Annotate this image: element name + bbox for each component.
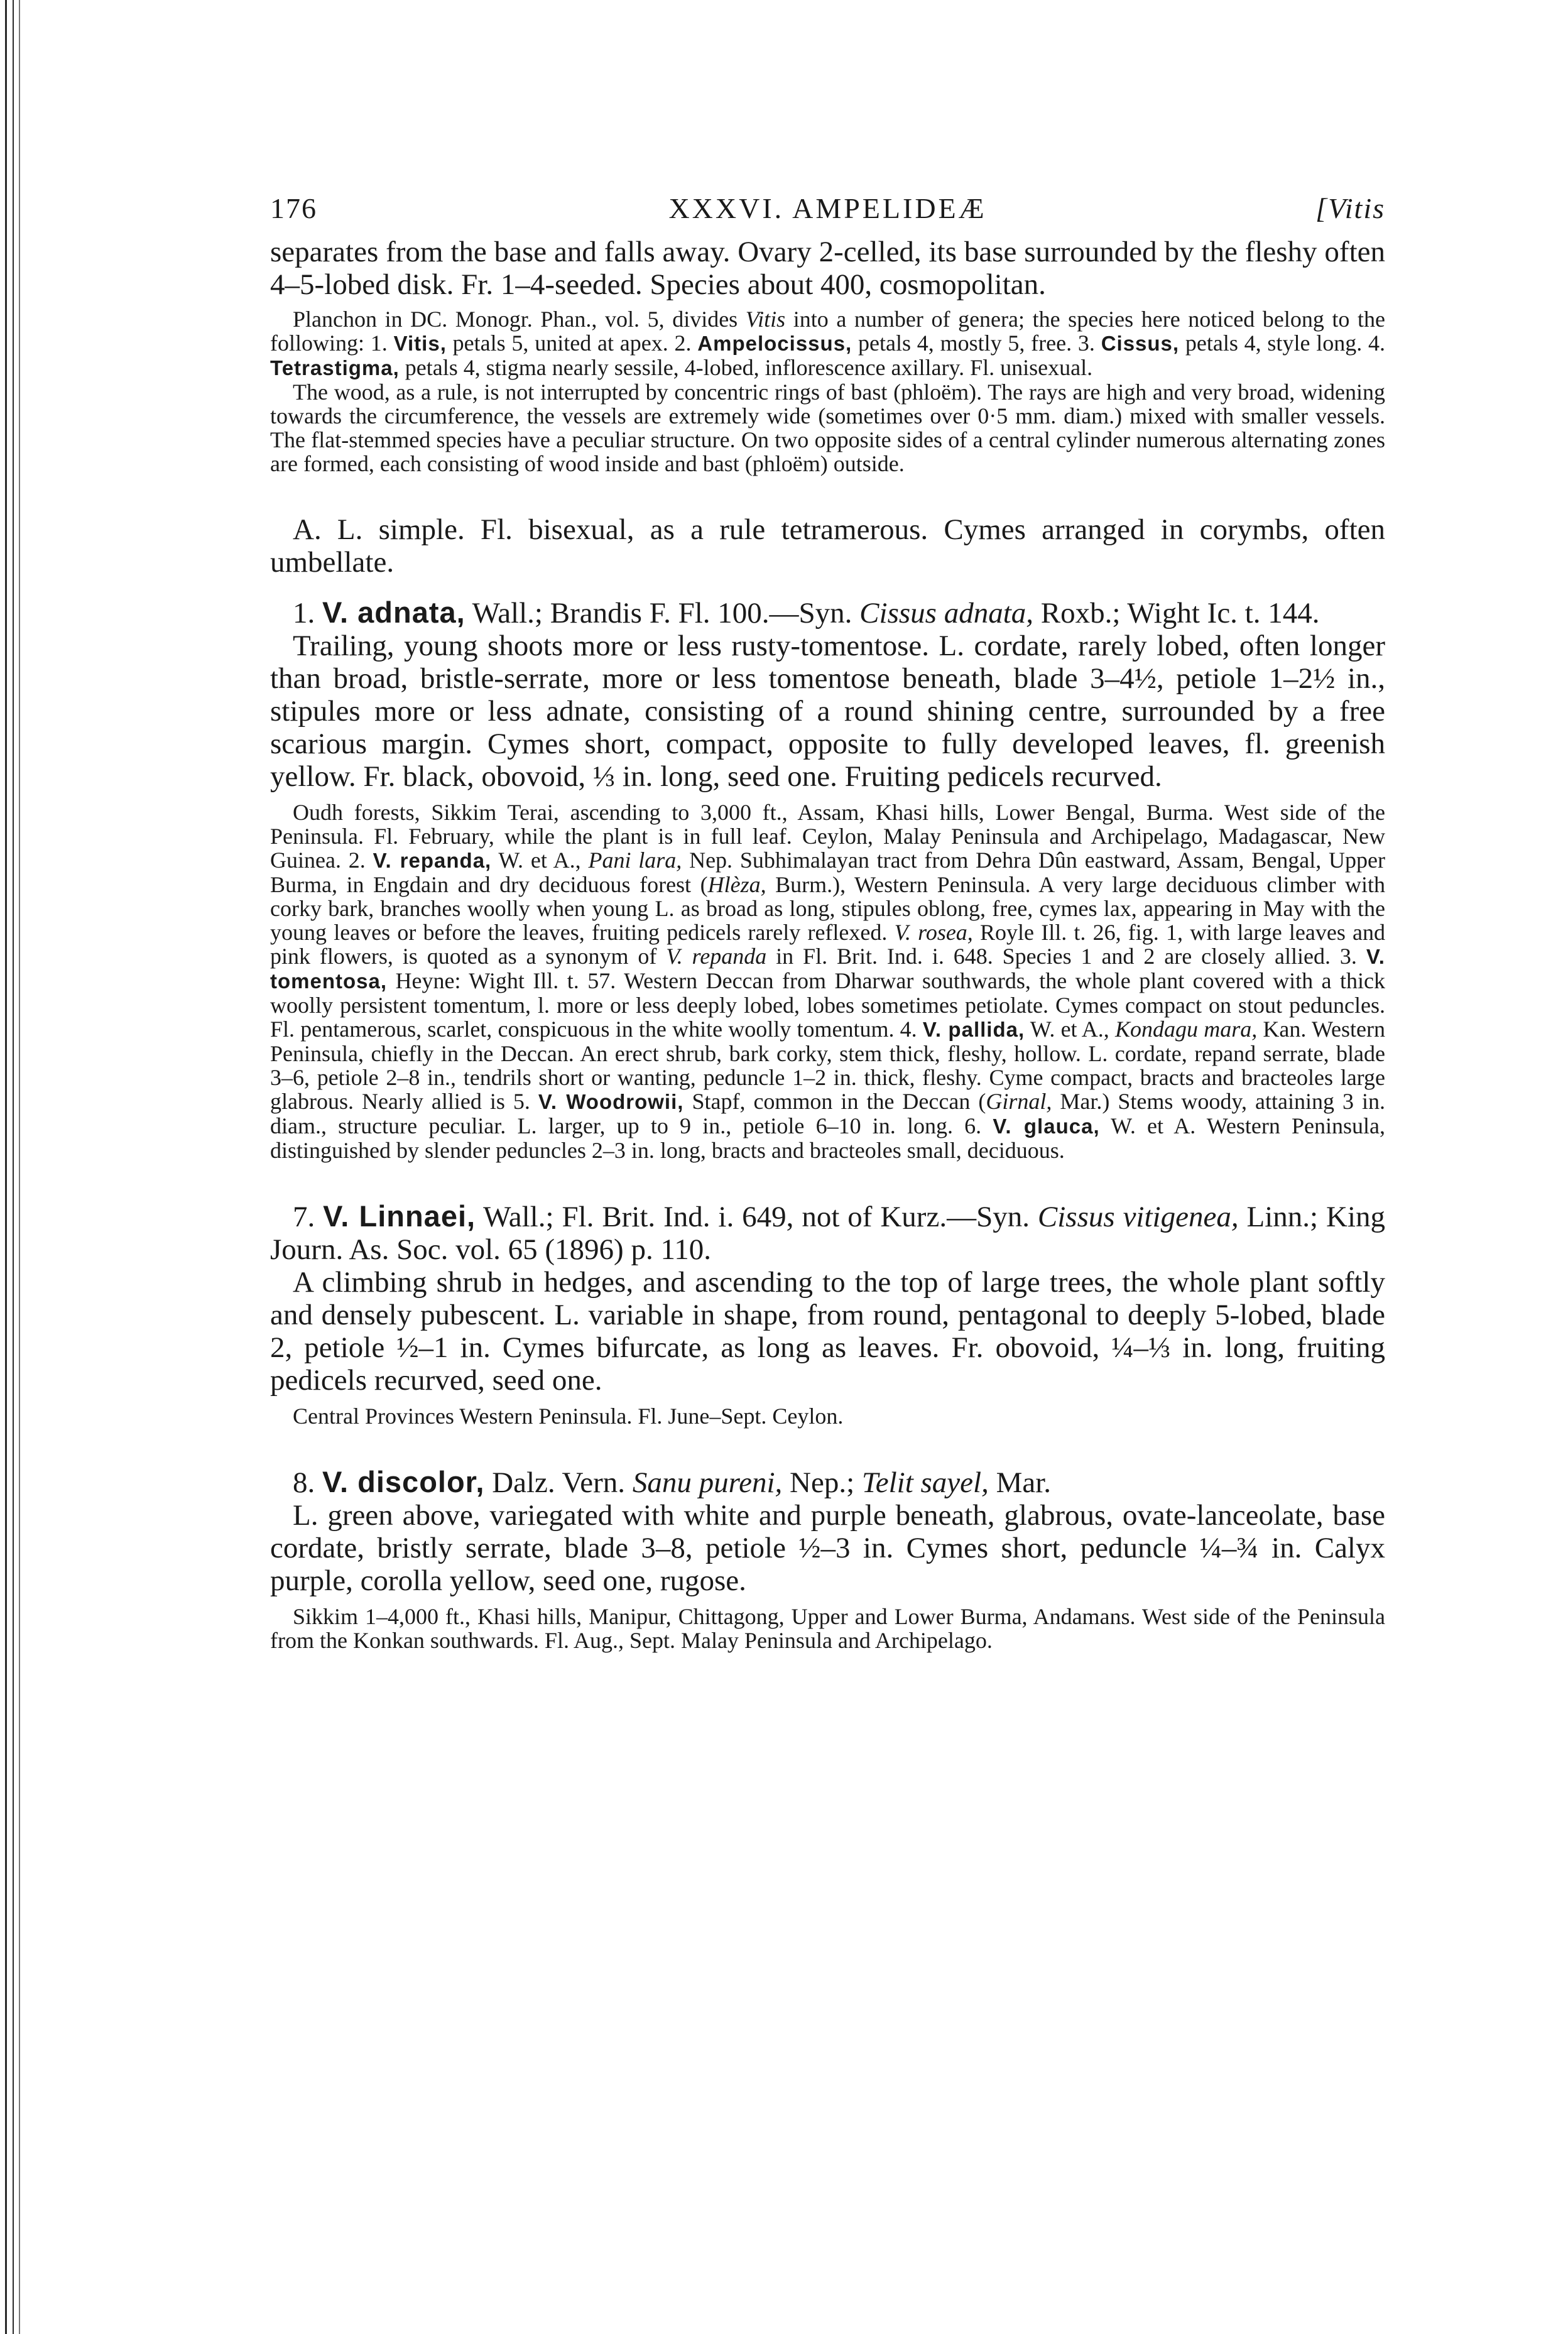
species-8-name: V. discolor,	[322, 1465, 485, 1498]
binding-line	[5, 0, 7, 2334]
species-7-name: V. Linnaei,	[323, 1199, 476, 1233]
species-8-description: L. green above, variegated with white and purple beneath, glabrous, ovate-lanceolate, base cordate, bristly serrate, blade 3–8, petiole ½–3 in. Cymes short, peduncle ¼–¾ in. Calyx purple, corolla yellow, seed one, rugose.	[270, 1499, 1385, 1597]
species-8-note: Sikkim 1–4,000 ft., Khasi hills, Manipur, Chittagong, Upper and Lower Burma, Andamans. West side of the Peninsula from the Konkan southwards. Fl. Aug., Sept. Malay Peninsula and Archipelago.	[270, 1604, 1385, 1653]
wood-note: The wood, as a rule, is not interrupted by concentric rings of bast (phloëm). The rays are high and very broad, widening towards the circumference, the vessels are extremely wide (sometimes over 0·5 mm. diam.) mixed with smaller vessels. The flat-stemmed species have a peculiar structure. On two opposite sides of a central cylinder numerous alternating zones are formed, each consisting of wood inside and bast (phloëm) outside.	[270, 379, 1385, 476]
genus-label: [Vitis	[1315, 192, 1385, 224]
binding-line	[13, 0, 14, 2334]
family-title: XXXVI. AMPELIDEÆ	[668, 192, 987, 224]
section-a-key: A. L. simple. Fl. bisexual, as a rule tetramerous. Cymes arranged in corymbs, often umbellate.	[270, 513, 1385, 579]
book-page	[270, 192, 1385, 1652]
species-7-description: A climbing shrub in hedges, and ascending to the top of large trees, the whole plant softly and densely pubescent. L. variable in shape, from round, pentagonal to deeply 5-lobed, blade 2, petiole ½–1 in. Cymes bifurcate, as long as leaves. Fr. obovoid, ¼–⅓ in. long, fruiting pedicels recurved, seed one.	[270, 1266, 1385, 1397]
species-1-note: Oudh forests, Sikkim Terai, ascending to 3,000 ft., Assam, Khasi hills, Lower Bengal, Burma. West side of the Peninsula. Fl. February, while the plant is in full leaf. Ceylon, Malay Peninsula and Archipelago, Madagascar, New Guinea. 2. V. repanda, W. et A., Pani lara, Nep. Subhimalayan tract from Dehra Dûn eastward, Assam, Bengal, Upper Burma, in Engdain and dry deciduous forest (Hlèza, Burm.), Western Peninsula. A very large deciduous climber with corky bark, branches woolly when young L. as broad as long, stipules oblong, free, cymes lax, appearing in May with the young leaves or before the leaves, fruiting pedicels rarely reflexed. V. rosea, Royle Ill. t. 26, fig. 1, with large leaves and pink flowers, is quoted as a synonym of V. repanda in Fl. Brit. Ind. i. 648. Species 1 and 2 are closely allied. 3. V. tomentosa, Heyne: Wight Ill. t. 57. Western Deccan from Dharwar southwards, the whole plant covered with a thick woolly persistent tomentum, l. more or less deeply lobed, lobes sometimes petiolate. Cymes compact on stout peduncles. Fl. pentamerous, scarlet, conspicuous in the white woolly tomentum. 4. V. pallida, W. et A., Kondagu mara, Kan. Western Peninsula, chiefly in the Deccan. An erect shrub, bark corky, stem thick, fleshy, hollow. L. cordate, repand serrate, blade 3–6, petiole 2–8 in., tendrils short or wanting, peduncle 1–2 in. thick, fleshy. Cyme compact, bracts and bracteoles large glabrous. Nearly allied is 5. V. Woodrowii, Stapf, common in the Deccan (Girnal, Mar.) Stems woody, attaining 3 in. diam., structure peculiar. L. larger, up to 9 in., petiole 6–10 in. long. 6. V. glauca, W. et A. Western Peninsula, distinguished by slender peduncles 2–3 in. long, bracts and bracteoles small, deciduous.	[270, 800, 1386, 1163]
species-8-heading: 8. V. discolor, Dalz. Vern. Sanu pureni, Nep.; Telit sayel, Mar.	[293, 1465, 1052, 1499]
binding-line	[19, 0, 20, 2334]
species-7-note: Central Provinces Western Peninsula. Fl. June–Sept. Ceylon.	[293, 1404, 844, 1429]
running-header	[270, 192, 1385, 236]
species-1-description: Trailing, young shoots more or less rusty-tomentose. L. cordate, rarely lobed, often longer than broad, bristle-serrate, more or less tomentose beneath, blade 3–4½, petiole 1–2½ in., stipules more or less adnate, consisting of a round shining centre, surrounded by a free scarious margin. Cymes short, compact, opposite to fully developed leaves, fl. greenish yellow. Fr. black, obovoid, ⅓ in. long, seed one. Fruiting pedicels recurved.	[270, 630, 1385, 793]
intro-paragraph: separates from the base and falls away. Ovary 2-celled, its base surrounded by the fleshy often 4–5-lobed disk. Fr. 1–4-seeded. Species about 400, cosmopolitan.	[270, 236, 1385, 301]
book-binding-edge	[0, 0, 38, 2334]
page-number: 176	[270, 192, 317, 224]
planchon-note: Planchon in DC. Monogr. Phan., vol. 5, divides Vitis into a number of genera; the species here noticed belong to the following: 1. Vitis, petals 5, united at apex. 2. Ampelocissus, petals 4, mostly 5, free. 3. Cissus, petals 4, style long. 4. Tetrastigma, petals 4, stigma nearly sessile, 4-lobed, inflorescence axillary. Fl. unisexual.	[270, 307, 1386, 380]
species-1-name: V. adnata,	[322, 596, 466, 629]
species-1-heading: 1. V. adnata, Wall.; Brandis F. Fl. 100.—Syn. Cissus adnata, Roxb.; Wight Ic. t. 144.	[293, 596, 1320, 630]
species-7-heading: 7. V. Linnaei, Wall.; Fl. Brit. Ind. i. 649, not of Kurz.—Syn. Cissus vitigenea, Linn.; King Journ. As. Soc. vol. 65 (1896) p. 110.	[270, 1199, 1386, 1266]
